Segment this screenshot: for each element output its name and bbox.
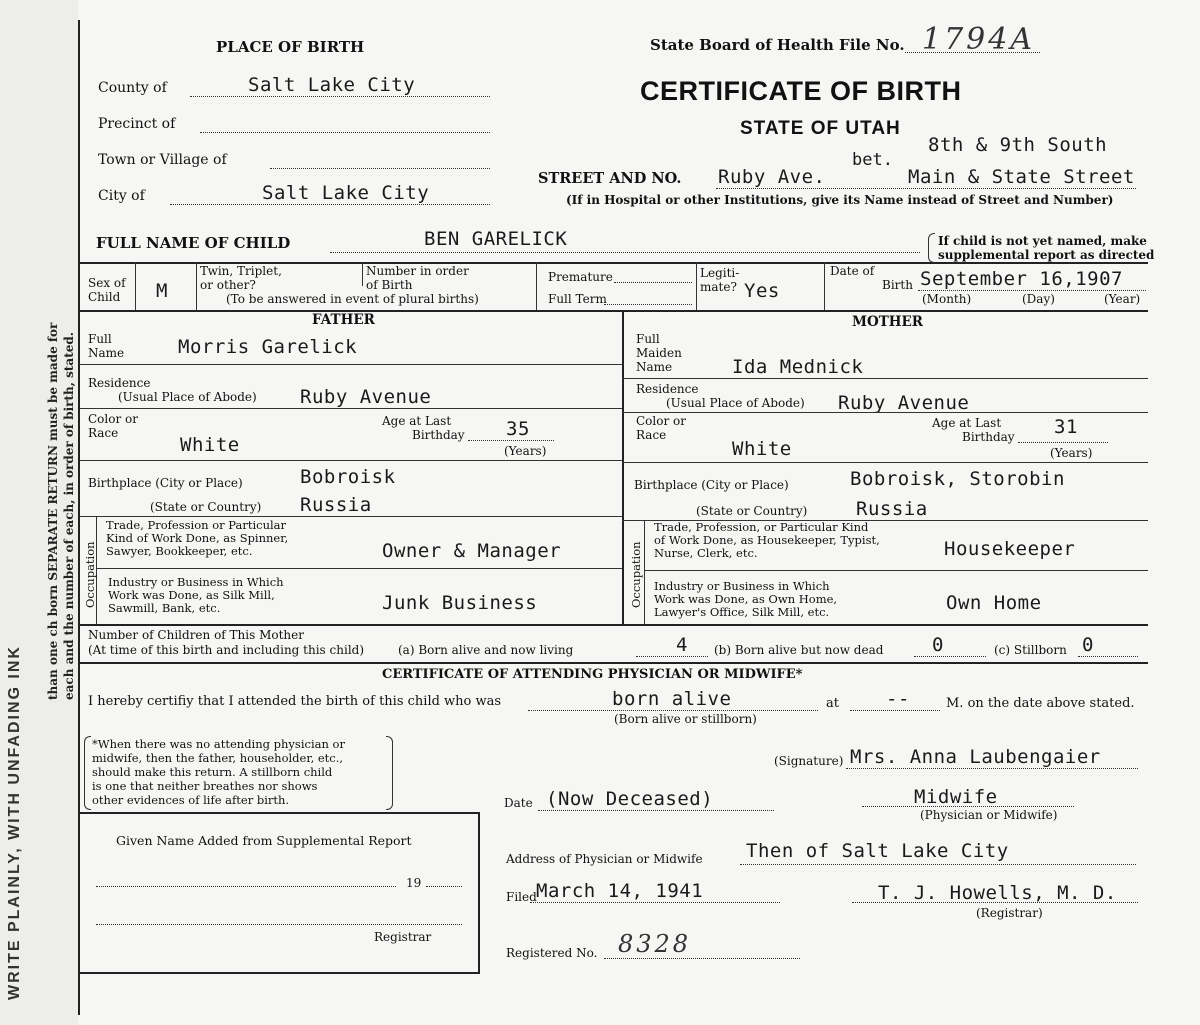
registrar-name: T. J. Howells, M. D.: [878, 882, 1117, 904]
father-age-label-2: Birthday: [412, 428, 465, 442]
mother-name-label-1: Full: [636, 332, 660, 346]
legit-label-2: mate?: [700, 280, 737, 294]
mother-residence: Ruby Avenue: [838, 392, 970, 414]
legit-label-1: Legiti-: [700, 266, 740, 280]
mother-industry: Own Home: [946, 592, 1042, 614]
precinct-label: Precinct of: [98, 116, 176, 132]
county-label: County of: [98, 80, 167, 96]
fullterm-label: Full Term: [548, 292, 607, 306]
children-alive: 4: [676, 634, 688, 656]
father-state-label: (State or Country): [150, 500, 262, 514]
mother-color-label-1: Color or: [636, 414, 686, 428]
street-line-1: 8th & 9th South: [928, 134, 1108, 156]
margin-instruction-2: than one ch born SEPARATE RETURN must be made for: [46, 322, 60, 700]
father-state: Russia: [300, 494, 372, 516]
mother-age-label-1: Age at Last: [932, 416, 1002, 430]
time-suffix: M. on the date above stated.: [946, 696, 1135, 711]
physician-heading: CERTIFICATE OF ATTENDING PHYSICIAN OR MIDWIFE*: [382, 667, 803, 682]
mother-name: Ida Mednick: [732, 356, 864, 378]
mother-state-label: (State or Country): [696, 504, 808, 518]
father-birthplace: Bobroisk: [300, 466, 396, 488]
sex-value: M: [156, 280, 168, 302]
mother-residence-label-2: (Usual Place of Abode): [666, 396, 805, 410]
sex-label-2: Child: [88, 290, 121, 304]
father-name-label-1: Full: [88, 332, 112, 346]
mother-trade-label-1: Trade, Profession, or Particular Kind: [654, 520, 869, 534]
date-label-2: Birth: [882, 278, 913, 292]
plural-note: (To be answered in event of plural births): [226, 292, 479, 306]
mother-birthplace-label: Birthplace (City or Place): [634, 478, 789, 492]
father-heading: FATHER: [312, 312, 375, 328]
day-label: (Day): [1022, 292, 1055, 306]
city-label: City of: [98, 188, 145, 204]
filed-label: Filed: [506, 890, 537, 904]
father-color: White: [180, 434, 240, 456]
street-note: (If in Hospital or other Institutions, give its Name instead of Street and Number): [566, 193, 1114, 207]
unnamed-note-2: supplemental report as directed: [938, 248, 1155, 262]
twin-label-2: or other?: [200, 278, 256, 292]
supplemental-registrar-label: Registrar: [374, 930, 432, 944]
street-value: Ruby Ave.: [718, 166, 826, 188]
supplemental-year-prefix: 19: [406, 876, 422, 890]
mother-trade: Housekeeper: [944, 538, 1076, 560]
month-label: (Month): [922, 292, 972, 306]
state-heading: STATE OF UTAH: [740, 118, 901, 139]
note-line-3: should make this return. A stillborn child: [92, 765, 333, 779]
birth-time: --: [886, 688, 910, 710]
premature-label: Premature: [548, 270, 613, 284]
birth-status-label: (Born alive or stillborn): [614, 712, 757, 726]
file-no-value: 1794A: [922, 22, 1036, 57]
signature-label: (Signature): [774, 754, 844, 768]
children-label-1: Number of Children of This Mother: [88, 628, 304, 642]
mother-age-label-2: Birthday: [962, 430, 1015, 444]
margin-instruction: each and the number of each, in order of birth, stated.: [62, 332, 76, 700]
order-label-2: of Birth: [366, 278, 413, 292]
mother-residence-label-1: Residence: [636, 382, 699, 396]
father-color-label-2: Race: [88, 426, 119, 440]
father-residence-label-1: Residence: [88, 376, 151, 390]
father-industry-label-2: Work was Done, as Silk Mill,: [108, 588, 275, 602]
note-line-2: midwife, then the father, householder, etc.,: [92, 751, 344, 765]
mother-color-label-2: Race: [636, 428, 667, 442]
certify-text: I hereby certifiy that I attended the birth of this child who was: [88, 694, 502, 709]
mother-state: Russia: [856, 498, 928, 520]
twin-label-1: Twin, Triplet,: [200, 264, 282, 278]
note-line-4: is one that neither breathes nor shows: [92, 779, 318, 793]
father-industry-label-3: Sawmill, Bank, etc.: [108, 601, 221, 615]
year-label: (Year): [1104, 292, 1141, 306]
children-label-2: (At time of this birth and including this child): [88, 643, 365, 657]
children-stillborn-label: (c) Stillborn: [994, 643, 1067, 657]
mother-industry-label-1: Industry or Business in Which: [654, 579, 830, 593]
place-of-birth-heading: PLACE OF BIRTH: [216, 38, 365, 56]
town-label: Town or Village of: [98, 152, 227, 168]
street-label: STREET AND NO.: [538, 170, 682, 187]
mother-industry-label-2: Work was Done, as Own Home,: [654, 592, 838, 606]
mother-name-label-3: Name: [636, 360, 673, 374]
father-trade: Owner & Manager: [382, 540, 562, 562]
father-industry: Junk Business: [382, 592, 538, 614]
street-line-2: Main & State Street: [908, 166, 1135, 188]
city-value: Salt Lake City: [262, 182, 430, 204]
child-full-name: BEN GARELICK: [424, 228, 568, 250]
signature-date: (Now Deceased): [546, 788, 714, 810]
father-residence: Ruby Avenue: [300, 386, 432, 408]
father-trade-label-3: Sawyer, Bookkeeper, etc.: [106, 544, 253, 558]
full-name-label: FULL NAME OF CHILD: [96, 234, 291, 252]
mother-birthplace: Bobroisk, Storobin: [850, 468, 1065, 490]
mother-industry-label-3: Lawyer's Office, Silk Mill, etc.: [654, 605, 830, 619]
registrar-label: (Registrar): [976, 906, 1043, 920]
order-label-1: Number in order: [366, 264, 469, 278]
children-dead: 0: [932, 634, 944, 656]
father-color-label-1: Color or: [88, 412, 138, 426]
attendant-role: Midwife: [914, 786, 998, 808]
father-age: 35: [506, 418, 530, 440]
father-age-label-1: Age at Last: [382, 414, 452, 428]
file-no-label: State Board of Health File No.: [650, 36, 905, 54]
father-years-label: (Years): [504, 444, 547, 458]
certificate-title: CERTIFICATE OF BIRTH: [640, 76, 962, 106]
street-bet: bet.: [852, 150, 893, 170]
mother-heading: MOTHER: [852, 314, 924, 330]
mother-occupation-label: Occupation: [629, 541, 643, 608]
supplemental-title: Given Name Added from Supplemental Report: [116, 833, 412, 848]
father-name: Morris Garelick: [178, 336, 358, 358]
legit-value: Yes: [744, 280, 780, 302]
mother-age: 31: [1054, 416, 1078, 438]
children-stillborn: 0: [1082, 634, 1094, 656]
children-dead-label: (b) Born alive but now dead: [714, 643, 884, 657]
father-residence-label-2: (Usual Place of Abode): [118, 390, 257, 404]
mother-color: White: [732, 438, 792, 460]
father-occupation-label: Occupation: [83, 541, 97, 608]
father-name-label-2: Name: [88, 346, 125, 360]
mother-trade-label-2: of Work Done, as Housekeeper, Typist,: [654, 533, 880, 547]
sex-label-1: Sex of: [88, 276, 126, 290]
registered-number: 8328: [618, 930, 692, 958]
note-line-5: other evidences of life after birth.: [92, 793, 290, 807]
date-label: Date: [504, 796, 533, 810]
unnamed-note-1: If child is not yet named, make: [938, 234, 1147, 248]
father-trade-label-2: Kind of Work Done, as Spinner,: [106, 531, 289, 545]
county-value: Salt Lake City: [248, 74, 416, 96]
mother-name-label-2: Maiden: [636, 346, 682, 360]
attendant-role-label: (Physician or Midwife): [920, 808, 1058, 822]
at-label: at: [826, 696, 839, 711]
date-label-1: Date of: [830, 264, 875, 278]
margin-faded-instruction: WRITE PLAINLY, WITH UNFADING INK: [6, 645, 23, 1000]
filed-date: March 14, 1941: [536, 880, 704, 902]
father-birthplace-label: Birthplace (City or Place): [88, 476, 243, 490]
date-of-birth: September 16,1907: [920, 268, 1123, 290]
mother-years-label: (Years): [1050, 446, 1093, 460]
attendant-address: Then of Salt Lake City: [746, 840, 1009, 862]
address-label: Address of Physician or Midwife: [506, 852, 703, 866]
signature: Mrs. Anna Laubengaier: [850, 746, 1101, 768]
registered-label: Registered No.: [506, 946, 598, 960]
father-trade-label-1: Trade, Profession or Particular: [106, 518, 287, 532]
father-industry-label-1: Industry or Business in Which: [108, 575, 284, 589]
mother-trade-label-3: Nurse, Clerk, etc.: [654, 546, 758, 560]
note-line-1: *When there was no attending physician or: [92, 737, 345, 751]
children-alive-label: (a) Born alive and now living: [398, 643, 574, 657]
birth-status: born alive: [612, 688, 732, 710]
